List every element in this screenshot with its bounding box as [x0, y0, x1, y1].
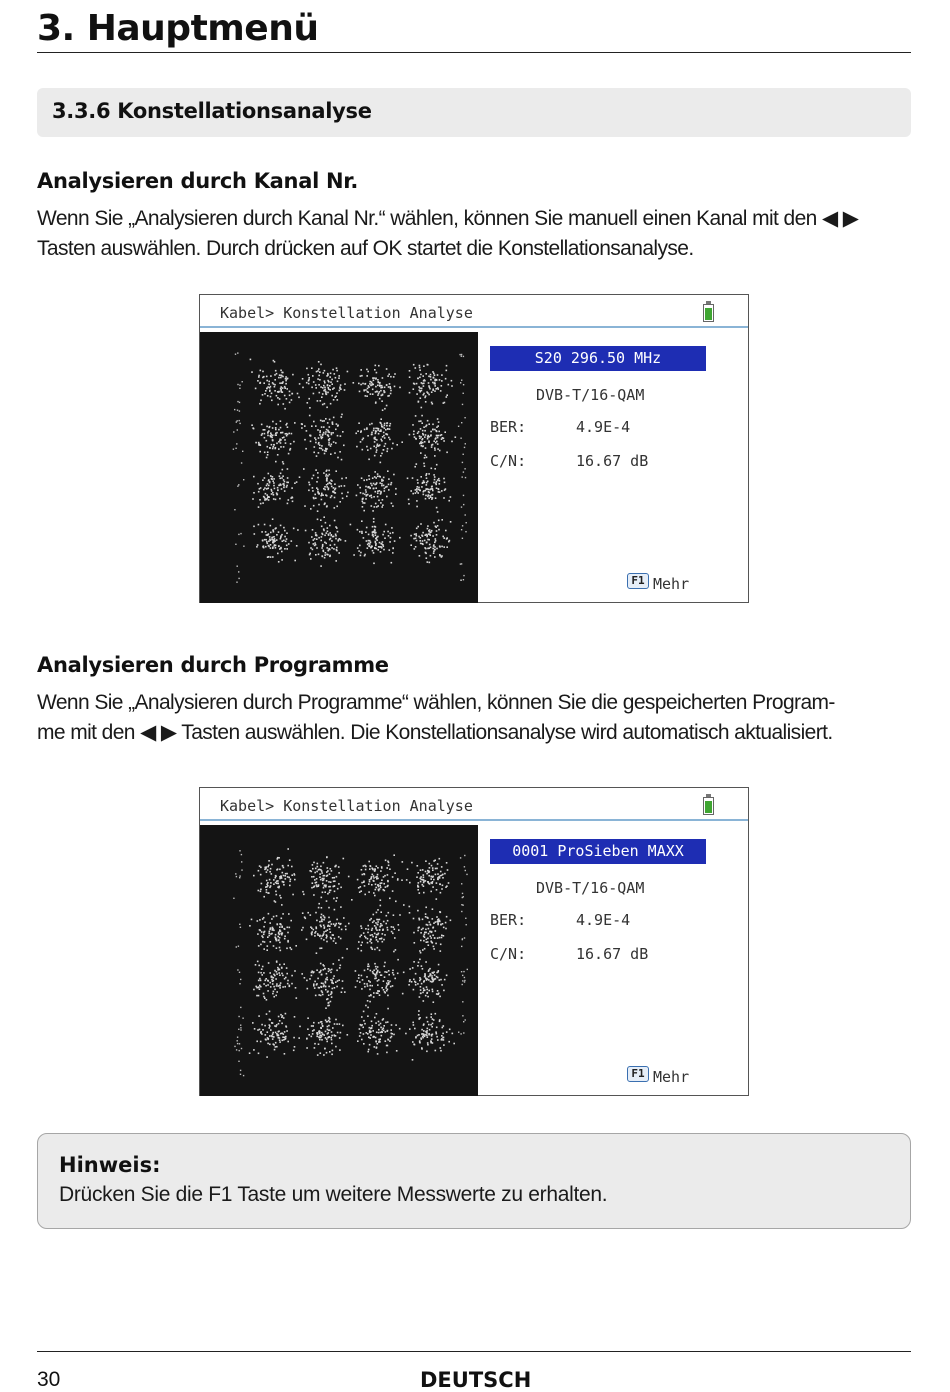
- ber-label: BER:: [490, 418, 527, 436]
- battery-icon: [703, 794, 714, 815]
- note-text: Drücken Sie die F1 Taste um weitere Messwerte zu erhalten.: [59, 1183, 608, 1206]
- ber-label: BER:: [490, 911, 527, 929]
- constellation-diagram: [200, 825, 478, 1096]
- chapter-divider: [37, 52, 911, 53]
- more-label: Mehr: [653, 1068, 690, 1086]
- note-box: [37, 1133, 911, 1229]
- screen-titlebar: [200, 295, 748, 328]
- constellation-screen-channel: [199, 294, 749, 603]
- constellation-diagram: [200, 332, 478, 603]
- block1-line2: Tasten auswählen. Durch drücken auf OK startet die Konstellationsanalyse.: [37, 237, 694, 260]
- ber-value: 4.9E-4: [576, 418, 631, 436]
- selected-programme[interactable]: 0001 ProSieben MAXX: [490, 839, 706, 864]
- section-title: 3.3.6 Konstellationsanalyse: [52, 99, 372, 123]
- selected-channel[interactable]: S20 296.50 MHz: [490, 346, 706, 371]
- f1-key-icon[interactable]: F1: [627, 1066, 649, 1082]
- screen-titlebar: [200, 788, 748, 821]
- note-heading: Hinweis:: [59, 1153, 161, 1177]
- section-header: [37, 88, 911, 137]
- battery-icon: [703, 301, 714, 322]
- block2-line1: Wenn Sie „Analysieren durch Programme“ wählen, können Sie die gespeicherten Program-: [37, 691, 835, 714]
- block1-heading: Analysieren durch Kanal Nr.: [37, 169, 358, 193]
- constellation-screen-programme: [199, 787, 749, 1096]
- block2-line2: me mit den ◀ ▶ Tasten auswählen. Die Konstellationsanalyse wird automatisch aktualisiert.: [37, 721, 833, 744]
- modulation-label: DVB-T/16-QAM: [536, 879, 645, 897]
- chapter-title: 3. Hauptmenü: [37, 8, 319, 49]
- block1-paragraph: [37, 204, 911, 264]
- cn-value: 16.67 dB: [576, 945, 649, 963]
- cn-label: C/N:: [490, 452, 527, 470]
- more-label: Mehr: [653, 575, 690, 593]
- modulation-label: DVB-T/16-QAM: [536, 386, 645, 404]
- cn-label: C/N:: [490, 945, 527, 963]
- footer-language: DEUTSCH: [420, 1368, 532, 1392]
- block2-paragraph: [37, 688, 911, 748]
- screen-title: Kabel> Konstellation Analyse: [220, 304, 473, 322]
- cn-value: 16.67 dB: [576, 452, 649, 470]
- block1-line1: Wenn Sie „Analysieren durch Kanal Nr.“ wählen, können Sie manuell einen Kanal mit den ◀ ▶: [37, 207, 859, 230]
- ber-value: 4.9E-4: [576, 911, 631, 929]
- block2-heading: Analysieren durch Programme: [37, 653, 389, 677]
- f1-key-icon[interactable]: F1: [627, 573, 649, 589]
- constellation-plot: [200, 825, 478, 1096]
- screen-title: Kabel> Konstellation Analyse: [220, 797, 473, 815]
- page-number: 30: [37, 1368, 61, 1391]
- footer-divider: [37, 1351, 911, 1352]
- constellation-plot: [200, 332, 478, 603]
